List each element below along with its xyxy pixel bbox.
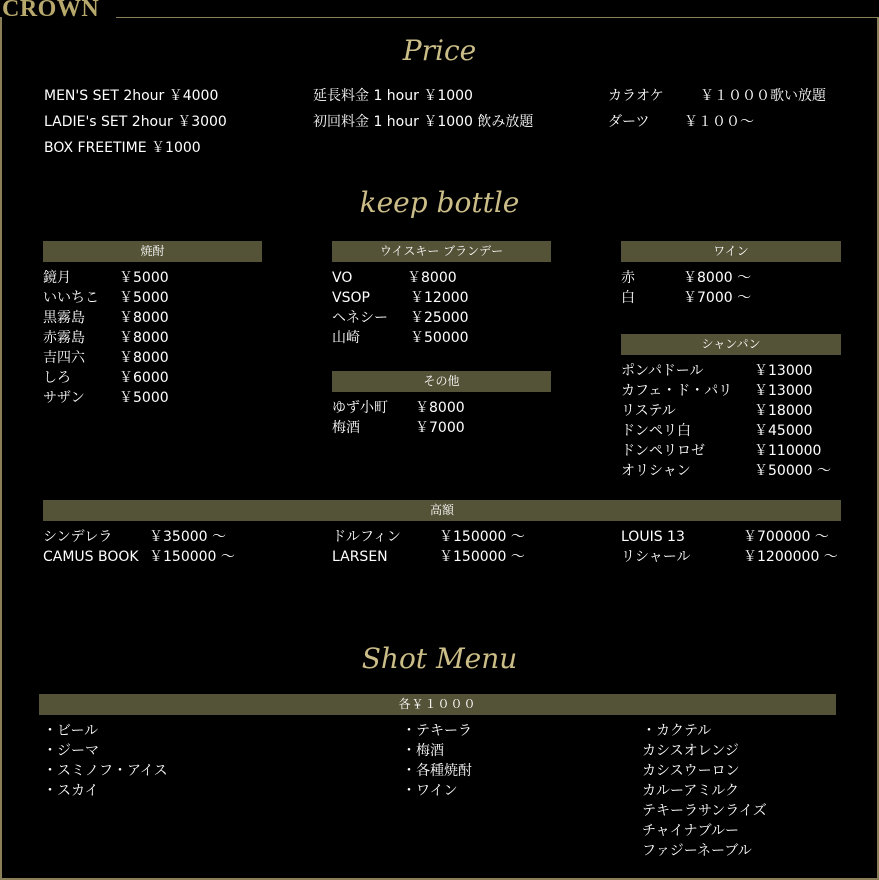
whisky-item-price: ￥25000: [410, 310, 469, 326]
champagne-item-name: ドンペリ白: [621, 423, 691, 439]
premium-header: 高額: [43, 500, 841, 521]
premium-item-name: ドルフィン: [332, 529, 401, 545]
wine-item-name: 赤: [621, 270, 635, 286]
shochu-item-name: 鏡月: [43, 270, 71, 286]
champagne-item-price: ￥110000: [754, 443, 822, 459]
shot-item: ・梅酒: [402, 743, 444, 759]
wine-item-price: ￥8000 ～: [683, 270, 752, 286]
shot-item: ファジーネーブル: [642, 843, 752, 859]
price-ladies-set: LADIE's SET 2hour ￥3000: [44, 114, 227, 130]
shochu-item-price: ￥5000: [119, 390, 169, 406]
champagne-item-name: ドンペリロゼ: [621, 443, 705, 459]
price-extension: 延長料金 1 hour ￥1000: [313, 88, 473, 104]
shot-item: ・テキーラ: [402, 723, 472, 739]
whisky-header: ウイスキー ブランデー: [332, 241, 551, 262]
premium-item-price: ￥1200000 ～: [743, 549, 838, 565]
champagne-item-name: ポンパドール: [621, 363, 704, 379]
premium-item-price: ￥150000 ～: [149, 549, 235, 565]
premium-item-name: LARSEN: [332, 549, 388, 565]
champagne-item-price: ￥13000: [754, 383, 813, 399]
premium-item-name: LOUIS 13: [621, 529, 685, 545]
shochu-item-name: サザン: [43, 390, 85, 406]
wine-item-price: ￥7000 ～: [683, 290, 752, 306]
shot-item: ・各種焼酎: [402, 763, 472, 779]
other-item-name: ゆず小町: [332, 400, 388, 416]
premium-item-price: ￥700000 ～: [743, 529, 829, 545]
shochu-item-name: いいちこ: [43, 290, 99, 306]
other-item-price: ￥8000: [415, 400, 465, 416]
other-item-price: ￥7000: [415, 420, 465, 436]
price-karaoke-name: カラオケ: [608, 88, 664, 104]
champagne-item-name: オリシャン: [621, 463, 691, 479]
champagne-item-price: ￥13000: [754, 363, 813, 379]
shochu-item-price: ￥8000: [119, 350, 169, 366]
whisky-item-name: VO: [332, 270, 353, 286]
whisky-item-price: ￥12000: [410, 290, 469, 306]
price-karaoke-value: ￥１０００歌い放題: [700, 88, 826, 104]
shot-item: テキーラサンライズ: [642, 803, 767, 819]
shochu-item-price: ￥8000: [119, 330, 169, 346]
shot-item: ・ジーマ: [43, 743, 99, 759]
shot-item: チャイナブルー: [642, 823, 740, 839]
premium-item-price: ￥150000 ～: [439, 549, 525, 565]
shot-item: ・カクテル: [642, 723, 712, 739]
premium-item-name: シンデレラ: [43, 529, 113, 545]
shochu-item-name: 黒霧島: [43, 310, 85, 326]
brand-logo: CROWN: [2, 0, 100, 22]
price-mens-set: MEN'S SET 2hour ￥4000: [44, 88, 219, 104]
shot-item: ・スカイ: [43, 783, 99, 799]
price-darts-name: ダーツ: [608, 114, 650, 130]
whisky-item-price: ￥8000: [407, 270, 457, 286]
other-header: その他: [332, 371, 551, 392]
champagne-item-price: ￥45000: [754, 423, 813, 439]
whisky-item-name: VSOP: [332, 290, 370, 306]
shochu-item-price: ￥6000: [119, 370, 169, 386]
shot-item: カシスウーロン: [642, 763, 740, 779]
wine-item-name: 白: [621, 290, 635, 306]
wine-header: ワイン: [621, 241, 841, 262]
shot-price-header: 各￥１０００: [39, 694, 836, 715]
shot-item: カシスオレンジ: [642, 743, 739, 759]
champagne-item-name: カフェ・ド・パリ: [621, 383, 733, 399]
shochu-item-name: 吉四六: [43, 350, 85, 366]
champagne-item-name: リステル: [621, 403, 676, 419]
whisky-item-name: 山崎: [332, 330, 360, 346]
other-item-name: 梅酒: [332, 420, 360, 436]
shochu-item-price: ￥5000: [119, 270, 169, 286]
premium-item-price: ￥150000 ～: [439, 529, 525, 545]
champagne-item-price: ￥50000 ～: [754, 463, 831, 479]
price-box-freetime: BOX FREETIME ￥1000: [44, 140, 201, 156]
shochu-header: 焼酎: [43, 241, 262, 262]
price-first-time: 初回料金 1 hour ￥1000 飲み放題: [313, 114, 534, 130]
shot-item: ・ビール: [43, 723, 99, 739]
champagne-item-price: ￥18000: [754, 403, 813, 419]
price-darts-value: ￥１００～: [684, 114, 754, 130]
shochu-item-price: ￥8000: [119, 310, 169, 326]
price-title: Price: [402, 34, 477, 67]
whisky-item-price: ￥50000: [410, 330, 469, 346]
premium-item-name: CAMUS BOOK: [43, 549, 139, 565]
shochu-item-name: しろ: [43, 370, 71, 386]
premium-item-price: ￥35000 ～: [149, 529, 226, 545]
shot-item: カルーアミルク: [642, 783, 740, 799]
shochu-item-price: ￥5000: [119, 290, 169, 306]
keep-bottle-title: keep bottle: [359, 186, 520, 219]
shot-item: ・ワイン: [402, 783, 458, 799]
shochu-item-name: 赤霧島: [43, 330, 85, 346]
whisky-item-name: ヘネシー: [332, 310, 388, 326]
shot-menu-title: Shot Menu: [361, 642, 518, 675]
premium-item-name: リシャール: [621, 549, 691, 565]
champagne-header: シャンパン: [621, 334, 841, 355]
shot-item: ・スミノフ・アイス: [43, 763, 168, 779]
